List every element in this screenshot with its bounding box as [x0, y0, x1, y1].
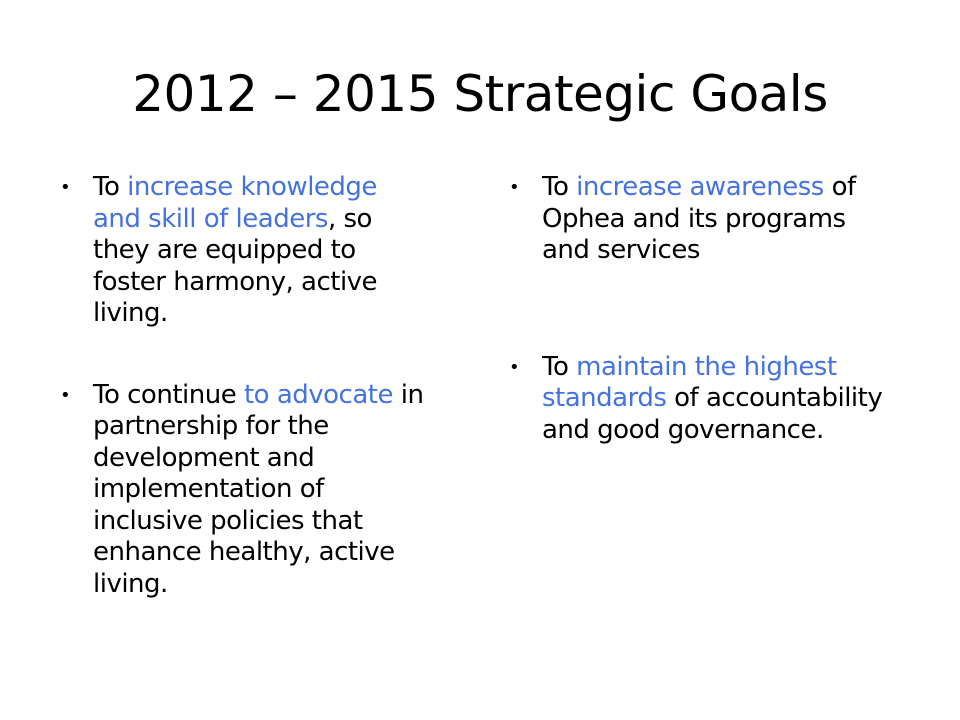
goal-highlight: to advocate — [243, 379, 393, 410]
goal-advocacy — [58, 380, 428, 601]
bullet-icon: • — [60, 384, 71, 406]
slide-title: 2012 – 2015 Strategic Goals — [132, 65, 828, 123]
goal-awareness — [507, 172, 887, 267]
bullet-icon: • — [509, 356, 520, 378]
goal-text-post: in partnership for the development and implementation of inclusive policies that enhance healthy, active living. — [93, 379, 424, 599]
goal-text-post: of Ophea and its programs and services — [542, 172, 856, 265]
goal-highlight: increase awareness — [576, 172, 824, 202]
goal-text-pre: To continue — [93, 379, 244, 410]
goal-highlight: increase knowledge and skill of leaders — [93, 172, 377, 234]
left-goals-list — [58, 172, 428, 600]
goal-text-post: of accountability and good governance. — [542, 383, 883, 445]
goal-text-pre: To — [93, 172, 128, 202]
goal-text-post: , so they are equipped to foster harmony, active living. — [93, 203, 378, 328]
goal-leader-knowledge — [58, 172, 428, 330]
right-goals-list — [507, 172, 887, 446]
goal-text-pre: To — [542, 172, 577, 202]
goal-text-pre: To — [542, 351, 577, 382]
goal-governance — [507, 352, 887, 447]
bullet-icon: • — [509, 177, 520, 198]
goal-highlight: maintain the highest standards — [542, 351, 837, 413]
bullet-icon: • — [60, 177, 71, 198]
